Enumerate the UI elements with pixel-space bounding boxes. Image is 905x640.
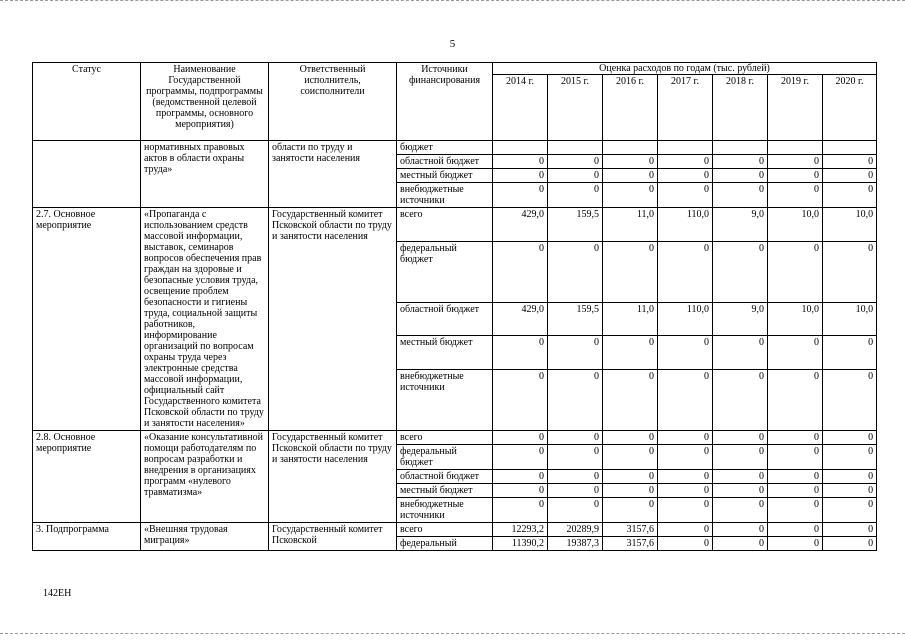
cell-value: 0 — [603, 484, 658, 498]
page-top-edge — [0, 0, 905, 5]
cell-value: 0 — [713, 336, 768, 370]
header-source: Источники финансирования — [397, 63, 493, 141]
cell-value: 0 — [823, 169, 877, 183]
cell-name: «Оказание консультативной помощи работодателям по вопросам разработки и внедрения в организациях программ «нулевого травматизма» — [141, 431, 269, 523]
cell-value: 0 — [548, 445, 603, 470]
cell-value: 0 — [823, 523, 877, 537]
footer-code: 142ЕН — [43, 588, 72, 599]
cell-value: 0 — [603, 183, 658, 208]
cell-source: всего — [397, 523, 493, 537]
cell-value: 0 — [823, 498, 877, 523]
cell-value: 0 — [493, 445, 548, 470]
cell-value: 0 — [548, 336, 603, 370]
cell-value: 0 — [768, 336, 823, 370]
cell-status: 2.7. Основное мероприятие — [33, 208, 141, 431]
cell-value: 0 — [493, 183, 548, 208]
cell-value: 0 — [768, 445, 823, 470]
cell-value: 0 — [548, 470, 603, 484]
cell-source: внебюджетные источники — [397, 370, 493, 431]
cell-value: 0 — [603, 169, 658, 183]
cell-value: 159,5 — [548, 208, 603, 242]
cell-value: 0 — [548, 183, 603, 208]
cell-value: 0 — [713, 498, 768, 523]
cell-value: 10,0 — [768, 302, 823, 336]
table-header-row — [33, 63, 877, 75]
cell-value: 0 — [823, 537, 877, 551]
cell-value: 0 — [548, 484, 603, 498]
cell-value: 0 — [603, 336, 658, 370]
cell-source: областной бюджет — [397, 155, 493, 169]
header-year: 2018 г. — [713, 75, 768, 141]
cell-source: всего — [397, 208, 493, 242]
cell-value: 0 — [493, 370, 548, 431]
cell-value: 0 — [823, 445, 877, 470]
cell-executor: Государственный комитет Псковской области по труду и занятости населения — [269, 208, 397, 431]
cell-value: 0 — [713, 523, 768, 537]
table-row — [33, 141, 877, 155]
cell-value: 0 — [823, 336, 877, 370]
cell-value — [658, 141, 713, 155]
cell-value: 0 — [493, 169, 548, 183]
cell-value: 0 — [603, 155, 658, 169]
cell-value: 0 — [548, 169, 603, 183]
cell-value: 0 — [658, 498, 713, 523]
cell-value: 0 — [658, 431, 713, 445]
cell-value: 0 — [493, 484, 548, 498]
cell-value — [603, 141, 658, 155]
cell-value: 0 — [603, 498, 658, 523]
cell-value: 0 — [658, 470, 713, 484]
cell-source: местный бюджет — [397, 336, 493, 370]
cell-value: 0 — [768, 169, 823, 183]
cell-name: нормативных правовых актов в области охраны труда» — [141, 141, 269, 208]
cell-source: внебюджетные источники — [397, 498, 493, 523]
header-year: 2017 г. — [658, 75, 713, 141]
cell-source: федеральный — [397, 537, 493, 551]
table-body — [33, 141, 877, 551]
cell-value: 0 — [823, 155, 877, 169]
page-bottom-edge — [0, 633, 905, 635]
cell-source: местный бюджет — [397, 169, 493, 183]
header-year: 2015 г. — [548, 75, 603, 141]
cell-value: 0 — [658, 169, 713, 183]
cell-source: федеральный бюджет — [397, 445, 493, 470]
expenditure-table — [32, 62, 877, 551]
cell-status: 2.8. Основное мероприятие — [33, 431, 141, 523]
cell-value: 110,0 — [658, 208, 713, 242]
cell-value: 0 — [823, 183, 877, 208]
cell-value: 429,0 — [493, 302, 548, 336]
cell-value: 0 — [713, 431, 768, 445]
table-row — [33, 208, 877, 242]
cell-value: 0 — [658, 484, 713, 498]
header-name: Наименование Государственной программы, подпрограммы (ведомственной целевой программы, основного мероприятия) — [141, 63, 269, 141]
cell-value — [548, 141, 603, 155]
header-year: 2019 г. — [768, 75, 823, 141]
cell-value: 0 — [493, 336, 548, 370]
cell-value: 0 — [713, 169, 768, 183]
cell-value: 0 — [658, 183, 713, 208]
cell-value: 0 — [658, 370, 713, 431]
cell-value: 0 — [658, 336, 713, 370]
cell-source: областной бюджет — [397, 302, 493, 336]
header-year: 2016 г. — [603, 75, 658, 141]
cell-source: областной бюджет — [397, 470, 493, 484]
cell-value: 0 — [768, 370, 823, 431]
cell-value: 0 — [768, 431, 823, 445]
cell-value — [713, 141, 768, 155]
cell-value: 0 — [713, 370, 768, 431]
cell-value: 0 — [768, 484, 823, 498]
cell-value: 0 — [548, 431, 603, 445]
cell-value: 0 — [658, 445, 713, 470]
cell-value — [823, 141, 877, 155]
cell-value: 11390,2 — [493, 537, 548, 551]
page-number: 5 — [449, 38, 456, 50]
cell-value: 0 — [658, 241, 713, 302]
cell-value: 0 — [768, 155, 823, 169]
cell-value: 0 — [713, 241, 768, 302]
cell-value: 10,0 — [768, 208, 823, 242]
cell-name: «Пропаганда с использованием средств массовой информации, выставок, семинаров вопросов обеспечения прав граждан на здоровые и безопасные условия труда, освещение проблем безопасности и гигиены труда, социальной защиты работников, информирование организаций по вопросам охраны труда через электронные средства массовой информации, официальный сайт Государственного комитета Псковской области по труду и занятости населения» — [141, 208, 269, 431]
cell-value: 0 — [493, 470, 548, 484]
cell-value: 0 — [823, 431, 877, 445]
cell-value: 0 — [658, 537, 713, 551]
cell-value: 0 — [603, 445, 658, 470]
cell-value: 3157,6 — [603, 523, 658, 537]
cell-value: 20289,9 — [548, 523, 603, 537]
cell-value: 9,0 — [713, 302, 768, 336]
cell-value: 0 — [713, 470, 768, 484]
cell-value: 0 — [768, 537, 823, 551]
cell-source: внебюджетные источники — [397, 183, 493, 208]
cell-value: 0 — [823, 241, 877, 302]
cell-value: 0 — [713, 537, 768, 551]
header-year: 2020 г. — [823, 75, 877, 141]
cell-value: 0 — [768, 523, 823, 537]
cell-value: 0 — [713, 445, 768, 470]
cell-source: местный бюджет — [397, 484, 493, 498]
header-executor: Ответственный исполнитель, соисполнители — [269, 63, 397, 141]
cell-value: 0 — [768, 498, 823, 523]
cell-value: 0 — [548, 370, 603, 431]
cell-value: 0 — [548, 155, 603, 169]
cell-value — [493, 141, 548, 155]
cell-value: 9,0 — [713, 208, 768, 242]
cell-value: 0 — [603, 370, 658, 431]
cell-value: 0 — [548, 241, 603, 302]
cell-value: 110,0 — [658, 302, 713, 336]
cell-value: 0 — [768, 470, 823, 484]
cell-executor: Государственный комитет Псковской области по труду и занятости населения — [269, 431, 397, 523]
table-row — [33, 431, 877, 445]
cell-value: 0 — [603, 431, 658, 445]
cell-source: бюджет — [397, 141, 493, 155]
cell-value: 3157,6 — [603, 537, 658, 551]
header-estimate: Оценка расходов по годам (тыс. рублей) — [493, 63, 877, 75]
cell-source: всего — [397, 431, 493, 445]
cell-value: 0 — [658, 523, 713, 537]
cell-value: 0 — [823, 370, 877, 431]
cell-value: 10,0 — [823, 302, 877, 336]
cell-value: 12293,2 — [493, 523, 548, 537]
cell-status: 3. Подпрограмма — [33, 523, 141, 551]
cell-value: 0 — [548, 498, 603, 523]
header-status: Статус — [33, 63, 141, 141]
cell-value: 11,0 — [603, 208, 658, 242]
cell-value: 19387,3 — [548, 537, 603, 551]
cell-name: «Внешняя трудовая миграция» — [141, 523, 269, 551]
cell-value: 0 — [713, 155, 768, 169]
table-row — [33, 523, 877, 537]
cell-executor: Государственный комитет Псковской — [269, 523, 397, 551]
cell-source: федеральный бюджет — [397, 241, 493, 302]
cell-value: 0 — [493, 498, 548, 523]
cell-executor: области по труду и занятости населения — [269, 141, 397, 208]
cell-value: 0 — [823, 484, 877, 498]
cell-value: 0 — [823, 470, 877, 484]
cell-value: 0 — [768, 241, 823, 302]
cell-value: 0 — [713, 183, 768, 208]
cell-value: 0 — [713, 484, 768, 498]
cell-value: 0 — [768, 183, 823, 208]
cell-value: 10,0 — [823, 208, 877, 242]
cell-value: 159,5 — [548, 302, 603, 336]
cell-value: 0 — [493, 155, 548, 169]
cell-status — [33, 141, 141, 208]
cell-value: 11,0 — [603, 302, 658, 336]
cell-value — [768, 141, 823, 155]
cell-value: 0 — [658, 155, 713, 169]
cell-value: 0 — [493, 241, 548, 302]
cell-value: 0 — [603, 241, 658, 302]
cell-value: 429,0 — [493, 208, 548, 242]
cell-value: 0 — [493, 431, 548, 445]
header-year: 2014 г. — [493, 75, 548, 141]
cell-value: 0 — [603, 470, 658, 484]
